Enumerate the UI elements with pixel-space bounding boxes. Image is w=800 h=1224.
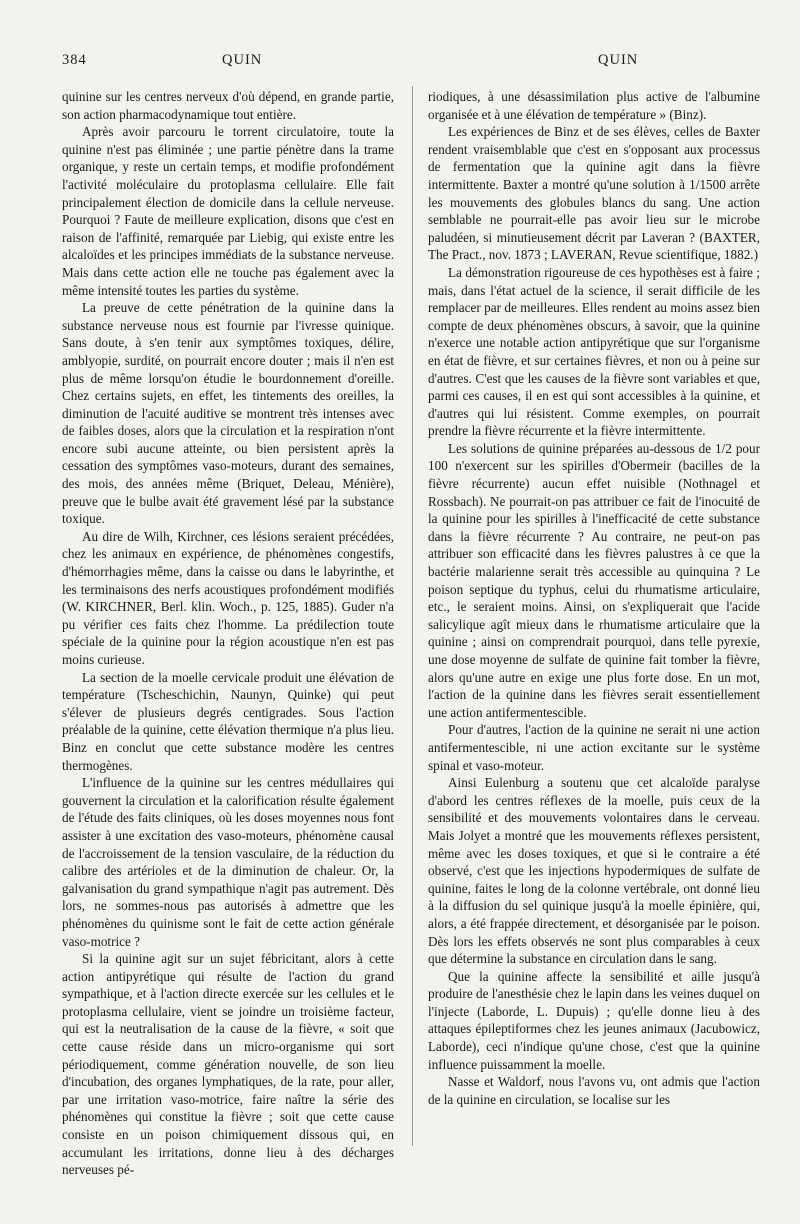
paragraph: Que la quinine affecte la sensibilité et aille jusqu'à produire de l'anesthésie chez le lapin dans les veines duquel on l'injecte (Laborde, L. Dupuis) ; qu'elle donne lieu à des attaques épileptiformes chez les jeunes animaux (Jacubowicz, Laborde), ceci n'indique qu'une chose, c'est que la quinine influence puissamment la moelle. — [428, 968, 760, 1072]
running-head-left: QUIN — [222, 52, 263, 68]
paragraph: La démonstration rigoureuse de ces hypothèses est à faire ; mais, dans l'état actuel de la science, il serait difficile de les remplacer par de meilleures. Elles rendent au moins assez bien compte de deux phénomènes obscurs, à savoir, que la quinine n'exerce une notable action antipyrétique que sur l'organisme en état de fièvre, et sur certaines fièvres, et non ou à peine sur d'autres. C'est que les causes de la fièvre sont variables et que, parmi ces causes, il en est qui sont accessibles à la quinine, et d'autres qui lui résistent. Comme exemples, on pourrait prendre la fièvre récurrente et la fièvre intermittente. — [428, 264, 760, 439]
page-number: 384 — [62, 52, 87, 68]
page-header — [0, 52, 800, 76]
column-divider — [412, 86, 413, 1146]
paragraph: Nasse et Waldorf, nous l'avons vu, ont admis que l'action de la quinine en circulation, se localise sur les — [428, 1074, 760, 1107]
paragraph: riodiques, à une désassimilation plus active de l'albumine organisée et à une élévation de température » (Binz). — [428, 89, 760, 122]
paragraph: Pour d'autres, l'action de la quinine ne serait ni une action antifermentescible, ni une action excitante sur le système spinal et vaso-moteur. — [428, 722, 760, 773]
paragraph: Au dire de Wilh, Kirchner, ces lésions seraient précédées, chez les animaux en expérience, de phénomènes congestifs, d'hémorrhagies même, dans la caisse ou dans le labyrinthe, et les terminaisons des nerfs acoustiques profondément modifiés (W. KIRCHNER, Berl. klin. Woch., p. 125, 1885). Guder n'a pu vérifier ces faits chez l'homme. La prédilection toute spéciale de la quinine pour la région acoustique n'en est pas moins curieuse. — [62, 528, 394, 667]
paragraph: La preuve de cette pénétration de la quinine dans la substance nerveuse nous est fournie par l'ivresse quinique. Sans doute, à s'en tenir aux symptômes toxiques, délire, amblyopie, surdité, on pourrait encore douter ; mais il n'en est plus de même lorsqu'on étudie le bourdonnement d'oreille. Chez certains sujets, en effet, les tintements des oreilles, la diminution de l'acuité auditive se montrent très intenses avec de faibles doses, alors que la circulation et la respiration n'ont encore subi aucune atteinte, ou bien persistent après la cessation des symptômes vaso-moteurs, durant des semaines, des mois, des années même (Briquet, Deleau, Ménière), preuve que le bulbe avait été gravement lésé par la substance toxique. — [62, 300, 394, 527]
left-column — [62, 88, 394, 1179]
paragraph: quinine sur les centres nerveux d'où dépend, en grande partie, son action pharmacodynamique tout entière. — [62, 89, 394, 122]
paragraph: La section de la moelle cervicale produit une élévation de température (Tscheschichin, Naunyn, Quinke) qui peut s'élever de plusieurs degrés centigrades. Sous l'action préalable de la quinine, cette élévation thermique n'a plus lieu. Binz en conclut que cette substance modère les centres thermogènes. — [62, 669, 394, 773]
paragraph: Les solutions de quinine préparées au-dessous de 1/2 pour 100 n'exercent sur les spirilles d'Obermeir (bacilles de la fièvre récurrente) aucun effet nuisible (Nothnagel et Rossbach). Ne pourrait-on pas attribuer ce fait de l'inocuité de la quinine pour les spirilles à l'inefficacité de cette substance dans la fièvre récurrente ? Au contraire, ne peut-on pas attribuer son efficacité dans les fièvres palustres à ce que la bactérie malarienne serait très accessible au quinquina ? Le poison septique du typhus, celui du rhumatisme articulaire, etc., le seraient moins. Ainsi, on s'expliquerait que l'acide salicylique agît mieux dans le rhumatisme articulaire que la quinine ; ainsi on comprendrait pourquoi, dans telle pyrexie, une dose moyenne de sulfate de quinine fait tomber la fièvre, alors qu'une autre en exige une plus forte dose. En un mot, l'action de la quinine dans les fièvres serait essentiellement une action antifermentescible. — [428, 440, 760, 720]
right-column — [428, 88, 760, 1108]
paragraph: L'influence de la quinine sur les centres médullaires qui gouvernent la circulation et la calorification résulte également de l'étude des faits cliniques, où les doses moyennes nous font assister à une excitation des vaso-moteurs, phénomène causal de l'accroissement de la tension vasculaire, de la réduction du calibre des artérioles et de la diminution de chaleur. Or, la galvanisation du grand sympathique n'agit pas autrement. Dès lors, ne sommes-nous pas autorisés à admettre que les phénomènes du quinisme sont le fait de cette action générale vaso-motrice ? — [62, 775, 394, 949]
paragraph: Les expériences de Binz et de ses élèves, celles de Baxter rendent vraisemblable que c'est en s'opposant aux processus de fermentation que la quinine agit dans la fièvre intermittente. Baxter a montré qu'une solution à 1/1500 arrête les mouvements des globules blancs du sang. Une action semblable ne pourrait-elle pas avoir lieu sur le microbe paludéen, si minutieusement décrit par Laveran ? (BAXTER, The Pract., nov. 1873 ; LAVERAN, Revue scientifique, 1882.) — [428, 124, 760, 263]
paragraph: Après avoir parcouru le torrent circulatoire, toute la quinine n'est pas éliminée ; une partie pénètre dans la trame organique, y reste un certain temps, et modifie profondément l'activité moléculaire du protoplasma cellulaire. Elle fait principalement élection de domicile dans la cellule nerveuse. Pourquoi ? Faute de meilleure explication, disons que c'est en raison de l'affinité, remarquée par Liebig, qui existe entre les alcaloïdes et les principes immédiats de la substance nerveuse. Mais dans cette action elle ne touche pas également avec la même intensité toutes les parties du système. — [62, 124, 394, 298]
paragraph: Si la quinine agit sur un sujet fébricitant, alors à cette action antipyrétique qui résulte de l'action du grand sympathique, et à l'action directe exercée sur les cellules et le protoplasma cellulaire, vient se joindre un troisième facteur, qui est la neutralisation de la cause de la fièvre, « soit que cette cause réside dans un micro-organisme qui sort périodiquement, comme génération nouvelle, de son lieu d'incubation, des organes lymphatiques, de la rate, pour aller, par une irritation vaso-motrice, faire naître la série des phénomènes qui constitue la fièvre ; soit que cette cause consiste en un poison chimiquement dissous qui, en accumulant les irritations, donne lieu à des décharges nerveuses pé- — [62, 951, 394, 1178]
running-head-right: QUIN — [598, 52, 639, 68]
paragraph: Ainsi Eulenburg a soutenu que cet alcaloïde paralyse d'abord les centres réflexes de la moelle, puis ceux de la sensibilité et des mouvements volontaires dans le cerveau. Mais Jolyet a montré que les mouvements réflexes persistent, même avec les doses toxiques, et que si le contraire a été observé, c'est que les injections hypodermiques de sulfate de quinine, faites le long de la colonne vertébrale, ont donné lieu à la diffusion du sel quinique jusqu'à la moelle épinière, qui, alors, a été frappée directement, et désorganisée par le poison. Dès lors les effets observés ne sont plus comparables à ceux que détermine la substance en circulation dans le sang. — [428, 775, 760, 967]
